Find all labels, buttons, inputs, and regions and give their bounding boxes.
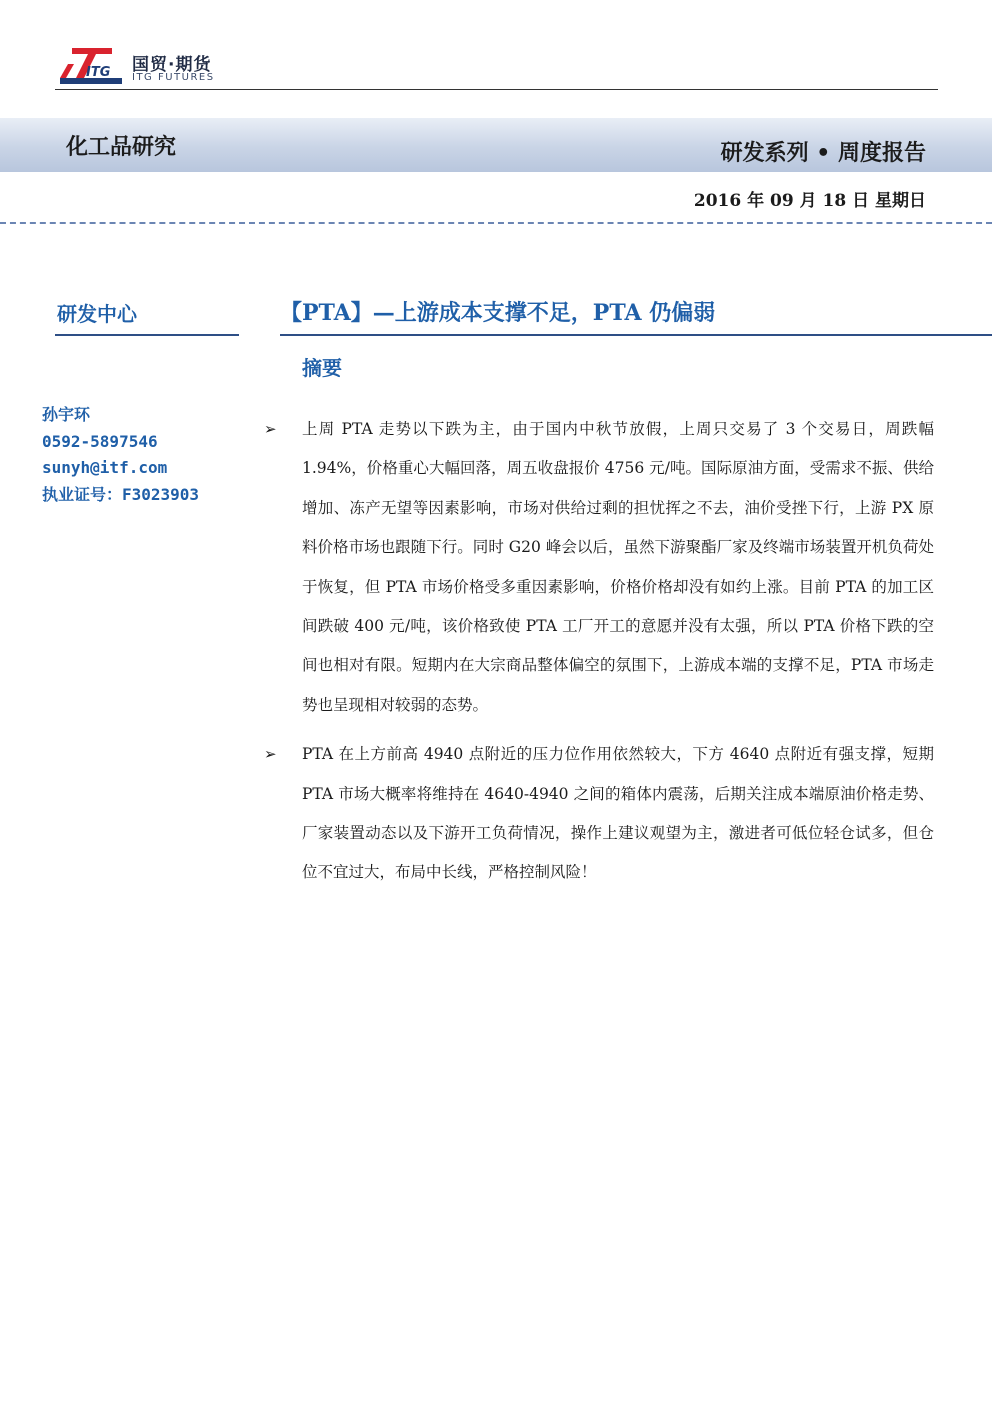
sidebar-heading — [55, 298, 239, 336]
abstract-bullets — [264, 410, 934, 903]
itg-logo-icon — [58, 46, 126, 86]
bullet-item — [264, 410, 934, 725]
report-banner — [0, 118, 992, 172]
bullet-text: 上周 PTA 走势以下跌为主，由于国内中秋节放假，上周只交易了 3 个交易日，周跌幅 1.94%，价格重心大幅回落，周五收盘报价 4756 元/吨。国际原油方面，受需求不振、供给增加、冻产无望等因素影响，市场对供给过剩的担忧挥之不去，油价受挫下行，上游 PX 原料价格市场也跟随下行。同时 G20 峰会以后，虽然下游聚酯厂家及终端市场装置开机负荷处于恢复，但 PTA 市场价格受多重因素影响，价格价格却没有如约上涨。目前 PTA 的加工区间跌破 400 元/吨，该价格致使 PTA 工厂开工的意愿并没有太强，所以 PTA 价格下跌的空间也相对有限。短期内在大宗商品整体偏空的氛围下，上游成本端的支撑不足，PTA 市场走势也呈现相对较弱的态势。 — [302, 420, 934, 714]
arrow-bullet-icon: ➢ — [264, 420, 277, 438]
author-info — [42, 402, 199, 508]
abstract-heading: 摘要 — [302, 356, 342, 380]
dashed-divider — [0, 222, 992, 224]
article-title: 【PTA】—上游成本支撑不足，PTA 仍偏弱 — [280, 300, 716, 326]
header-divider — [55, 89, 938, 90]
arrow-bullet-icon: ➢ — [264, 745, 277, 764]
company-logo — [58, 46, 258, 86]
logo-name-en: ITG FUTURES — [132, 72, 215, 83]
author-email: sunyh@itf.com — [42, 458, 168, 477]
report-date: 2016 年 09 月 18 日 星期日 — [693, 191, 926, 211]
report-series: 研发系列 • 周度报告 — [720, 141, 926, 166]
bullet-text: PTA 在上方前高 4940 点附近的压力位作用依然较大，下方 4640 点附近有强支撑，短期 PTA 市场大概率将维持在 4640-4940 之间的箱体内震荡，后期关注成本端原油价格走势、厂家装置动态以及下游开工负荷情况，操作上建议观望为主，激进者可低位轻仓试多，但仓位不宜过大，布局中长线，严格控制风险！ — [302, 745, 934, 882]
section-title: 化工品研究 — [66, 135, 177, 160]
author-license: 执业证号：F3023903 — [42, 484, 200, 504]
author-name: 孙宇环 — [42, 405, 91, 424]
author-phone: 0592-5897546 — [42, 431, 158, 451]
article-title-bar — [280, 296, 992, 336]
bullet-item — [264, 735, 934, 893]
logo-mark-text: ITG — [86, 65, 111, 80]
logo-name-cn: 国贸·期货 — [132, 55, 212, 75]
sidebar-heading-text: 研发中心 — [57, 302, 137, 326]
